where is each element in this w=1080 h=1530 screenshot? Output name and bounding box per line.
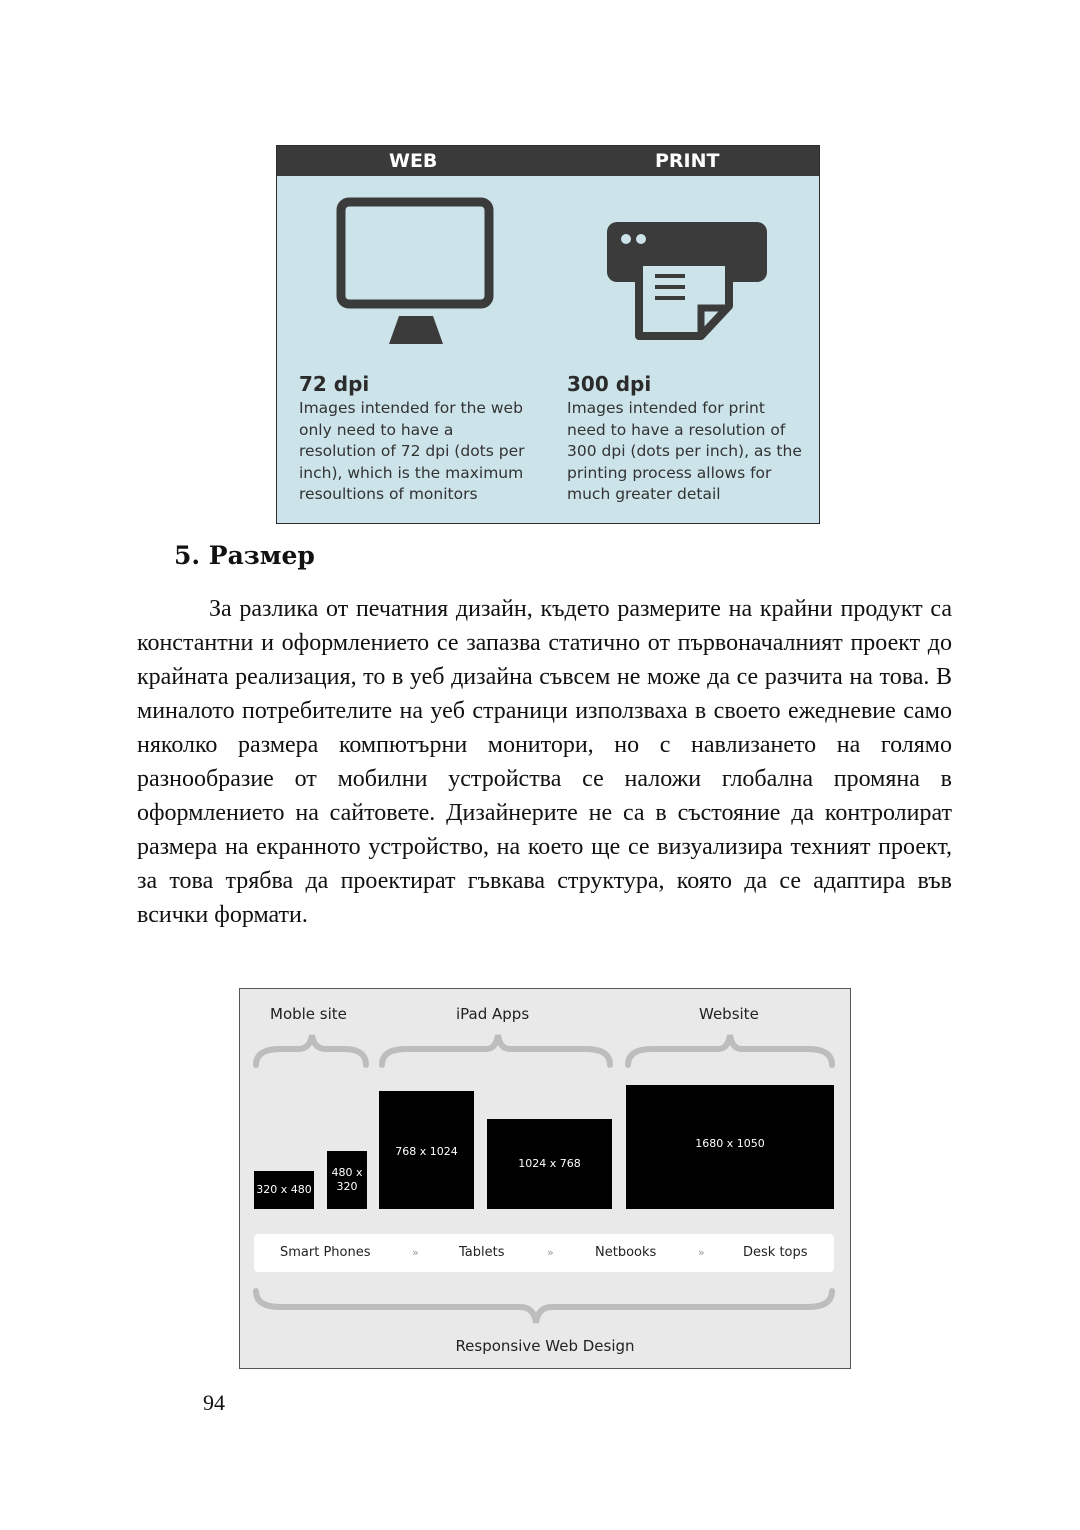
responsive-design-figure bbox=[239, 988, 851, 1369]
screen-1024x768: 1024 x 768 bbox=[487, 1119, 612, 1209]
section-heading: 5. Размер bbox=[174, 541, 315, 570]
screen-768x1024: 768 x 1024 bbox=[379, 1091, 474, 1209]
device-category-bar bbox=[254, 1234, 834, 1272]
figure-caption: Responsive Web Design bbox=[455, 1337, 635, 1355]
print-description: Images intended for print need to have a resolution of 300 dpi (dots per inch), as the printing process allows for much greater detail bbox=[567, 399, 802, 503]
category-tablets: Tablets bbox=[459, 1245, 505, 1260]
group-label-mobile: Moble site bbox=[270, 1005, 347, 1023]
print-column bbox=[567, 372, 817, 506]
screen-320x480: 320 x 480 bbox=[254, 1171, 314, 1209]
print-label: PRINT bbox=[655, 150, 720, 172]
category-netbooks: Netbooks bbox=[595, 1245, 657, 1260]
body-paragraph: За разлика от печатния дизайн, където размерите на крайни продукт са константни и оформлението се запазва статично от първоначалният проект до крайната реализация, то в уеб дизайна съвсем не може да се разчита на това. В миналото потребителите на уеб страници използваха в своето ежедневие само няколко размера компютърни монитори, но с навлизането на голямо разнообразие от мобилни устройства се наложи глобална промяна в оформлението на сайтовете. Дизайнерите не са в състояние да контролират размера на екранното устройство, на което ще се визуализира техният проект, за това трябва да проектират гъвкава структура, която да се адаптира във всички формати. bbox=[137, 596, 952, 928]
page-number: 94 bbox=[203, 1390, 225, 1415]
web-column bbox=[299, 372, 549, 506]
print-dpi: 300 dpi bbox=[567, 372, 652, 396]
web-dpi: 72 dpi bbox=[299, 372, 370, 396]
screen-1680x1050: 1680 x 1050 bbox=[626, 1085, 834, 1209]
separator: » bbox=[698, 1246, 705, 1259]
category-smart-phones: Smart Phones bbox=[280, 1245, 371, 1260]
monitor-icon bbox=[335, 196, 497, 346]
separator: » bbox=[547, 1246, 554, 1259]
group-label-website: Website bbox=[699, 1005, 759, 1023]
screen-480x320: 480 x 320 bbox=[327, 1151, 367, 1209]
figure-header bbox=[277, 146, 819, 176]
printer-icon bbox=[605, 196, 771, 346]
web-description: Images intended for the web only need to have a resolution of 72 dpi (dots per inch), which is the maximum resoultions of monitors bbox=[299, 399, 525, 503]
group-label-ipad: iPad Apps bbox=[456, 1005, 530, 1023]
separator: » bbox=[412, 1246, 419, 1259]
category-desk-tops: Desk tops bbox=[743, 1245, 808, 1260]
web-vs-print-figure bbox=[276, 145, 820, 524]
web-label: WEB bbox=[389, 150, 438, 172]
